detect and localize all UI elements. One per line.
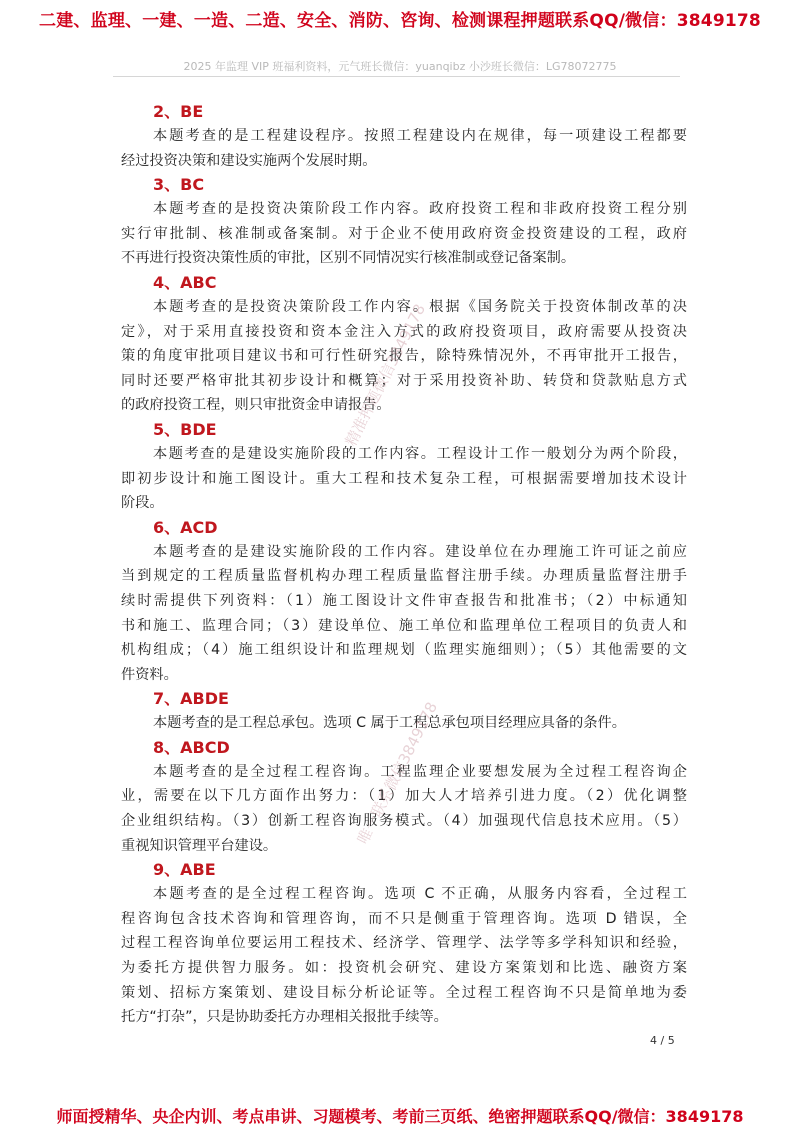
explanation-line: 即初步设计和施工图设计。重大工程和技术复杂工程，可根据需要增加技术设计 xyxy=(121,470,687,487)
explanation-line: 件资料。 xyxy=(121,666,178,683)
header-divider xyxy=(113,76,680,77)
explanation-line: 本题考查的是全过程工程咨询。选项 C 不正确，从服务内容看，全过程工 xyxy=(153,886,687,903)
explanation-line: 过程工程咨询单位要运用工程技术、经济学、管理学、法学等多学科知识和经验， xyxy=(121,935,687,952)
explanation-paragraph xyxy=(121,882,687,1030)
explanation-line: 本题考查的是工程建设程序。按照工程建设内在规律，每一项建设工程都要 xyxy=(153,128,687,144)
explanation-line: 阶段。 xyxy=(121,495,164,512)
explanation-line: 本题考查的是全过程工程咨询。工程监理企业要想发展为全过程工程咨询企 xyxy=(153,763,687,780)
explanation-line: 机构组成；（4）施工组织设计和监理规划（监理实施细则）；（5）其他需要的文 xyxy=(121,642,687,659)
answer-explanations xyxy=(121,100,687,1030)
explanation-line: 经过投资决策和建设实施两个发展时期。 xyxy=(121,152,377,169)
explanation-line: 本题考查的是投资决策阶段工作内容。根据《国务院关于投资体制改革的决 xyxy=(153,298,687,315)
explanation-line: 托方“打杂”，只是协助委托方办理相关报批手续等。 xyxy=(121,1009,448,1026)
watermark-text: 唯一联系微信3849178 xyxy=(353,699,442,848)
page-number: 4 / 5 xyxy=(650,1034,675,1047)
explanation-line: 定》，对于采用直接投资和资本金注入方式的政府投资项目，政府需要从投资决 xyxy=(121,323,687,340)
explanation-line: 续时需提供下列资料：（1）施工图设计文件审查报告和批准书；（2）中标通知 xyxy=(121,592,687,609)
explanation-line: 本题考查的是建设实施阶段的工作内容。工程设计工作一般划分为两个阶段， xyxy=(153,445,687,462)
page-header: 2025 年监理 VIP 班福利资料，元气班长微信：yuanqibz 小沙班长微信：LG78072775 xyxy=(183,60,617,73)
explanation-line: 本题考查的是工程总承包。选项 C 属于工程总承包项目经理应具备的条件。 xyxy=(153,715,626,732)
explanation-line: 企业组织结构。（3）创新工程咨询服务模式。（4）加强现代信息技术应用。（5） xyxy=(121,813,687,830)
explanation-line: 当到规定的工程质量监督机构办理工程质量监督注册手续。办理质量监督注册手 xyxy=(121,568,687,585)
answer-key: 3、BC xyxy=(153,175,205,195)
explanation-paragraph xyxy=(121,711,687,736)
explanation-paragraph xyxy=(121,295,687,418)
bottom-contact-banner: 师面授精华、央企内训、考点串讲、习题模考、考前三页纸、绝密押题联系QQ/微信：3849178 xyxy=(56,1107,744,1126)
answer-key: 4、ABC xyxy=(153,272,217,292)
explanation-paragraph xyxy=(121,442,687,516)
explanation-line: 本题考查的是建设实施阶段的工作内容。建设单位在办理施工许可证之前应 xyxy=(153,543,687,560)
explanation-paragraph xyxy=(121,540,687,688)
explanation-line: 重视知识管理平台建设。 xyxy=(121,837,278,854)
answer-key: 5、BDE xyxy=(153,419,217,439)
explanation-paragraph xyxy=(121,197,687,271)
explanation-line: 策划、招标方案策划、建设目标分析论证等。全过程工程咨询不只是简单地为委 xyxy=(121,984,687,1001)
explanation-paragraph xyxy=(121,124,687,173)
watermark-text: 精准押题微信3849178 xyxy=(341,301,430,450)
explanation-line: 实行审批制、核准制或备案制。对于企业不使用政府资金投资建设的工程，政府 xyxy=(121,225,687,242)
answer-key: 9、ABE xyxy=(153,860,216,880)
top-contact-banner: 二建、监理、一建、一造、二造、安全、消防、咨询、检测课程押题联系QQ/微信：3849178 xyxy=(39,11,761,31)
explanation-line: 不再进行投资决策性质的审批，区别不同情况实行核准制或登记备案制。 xyxy=(121,250,576,267)
answer-key: 7、ABDE xyxy=(153,689,229,709)
explanation-line: 策的角度审批项目建议书和可行性研究报告，除特殊情况外，不再审批开工报告， xyxy=(121,348,687,365)
explanation-paragraph xyxy=(121,760,687,858)
explanation-line: 的政府投资工程，则只审批资金申请报告。 xyxy=(121,397,391,414)
explanation-line: 业，需要在以下几方面作出努力：（1）加大人才培养引进力度。（2）优化调整 xyxy=(121,788,687,805)
explanation-line: 书和施工、监理合同；（3）建设单位、施工单位和监理单位工程项目的负责人和 xyxy=(121,617,687,634)
answer-key: 2、BE xyxy=(153,102,204,121)
explanation-line: 程咨询包含技术咨询和管理咨询，而不只是侧重于管理咨询。选项 D 错误，全 xyxy=(121,910,687,927)
explanation-line: 同时还要严格审批其初步设计和概算；对于采用投资补助、转贷和贷款贴息方式 xyxy=(121,372,687,389)
explanation-line: 本题考查的是投资决策阶段工作内容。政府投资工程和非政府投资工程分别 xyxy=(153,201,687,218)
answer-key: 6、ACD xyxy=(153,517,218,537)
explanation-line: 为委托方提供智力服务。如：投资机会研究、建设方案策划和比选、融资方案 xyxy=(121,960,687,977)
answer-key: 8、ABCD xyxy=(153,737,230,757)
